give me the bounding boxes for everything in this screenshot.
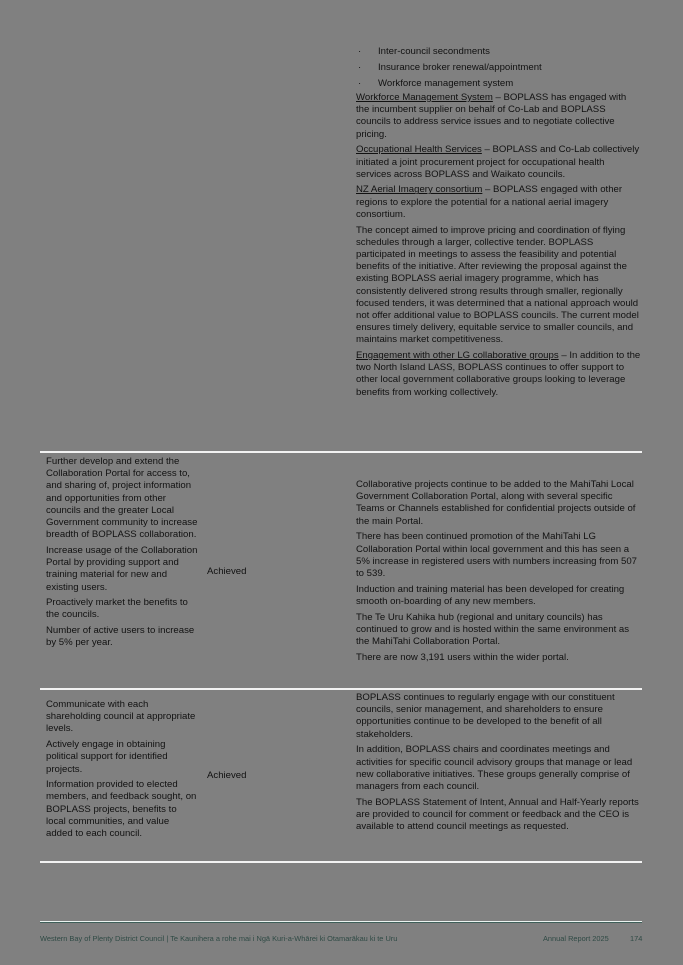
paragraph: Workforce Management System – BOPLASS has engaged with the incumbent supplier on behalf of Co-Lab and BOPLASS councils to address service issues and to negotiate collective pricing. (356, 92, 627, 140)
bullet-item: · Inter-council secondments (358, 45, 490, 57)
bullet-icon: · (358, 61, 362, 73)
paragraph: Engagement with other LG collaborative groups – In addition to the two North Island LASS, BOPLASS continues to offer support to other local government collaborative groups looking to leverage benefits from working collectively. (356, 350, 641, 398)
bullet-item: · Workforce management system (358, 77, 514, 89)
row1-commentary: Collaborative projects continue to be added to the MahiTahi Local Government Collaboration Portal, along with several specific Teams or Channels established for confidential projects outside of the main Portal. There has been continued promotion of the MahiTahi LG Collaboration Portal within local government and this has seen a 5% increase in registered users with numbers increasing from 507 to 539. Induction and training material has been developed for creating smooth on-boarding of any new members. The Te Uru Kahika hub (regional and unitary councils) has continued to grow and is hosted within the same environment as the MahiTahi Collaboration Portal. There are now 3,191 users within the wider portal. (356, 479, 638, 663)
footer-report-title: Annual Report 2025 (543, 934, 609, 943)
footer-council-name: Western Bay of Plenty District Council | Te Kaunihera a rohe mai i Ngā Kuri-a-Whārei ki Otamarākau ki te Uru (40, 934, 398, 943)
bullet-item: · Insurance broker renewal/appointment (358, 61, 542, 73)
row-divider (40, 451, 642, 453)
row2-objectives: Communicate with each shareholding council at appropriate levels. Actively engage in obtaining political support for identified projects. Information provided to elected members, and feedback sought, on BOPLASS projects, benefits to local communities, and value added to each council. (46, 699, 197, 840)
footer-rule (40, 921, 642, 923)
paragraph: Occupational Health Services – BOPLASS and Co-Lab collectively initiated a joint procurement project for occupational health services across BOPLASS and Waikato councils. (356, 144, 640, 180)
row-divider (40, 688, 642, 690)
row2-commentary: BOPLASS continues to regularly engage with our constituent councils, senior management, and shareholders to ensure opportunities continue to be developed to the benefit of all stakeholders. In addition, BOPLASS chairs and coordinates meetings and activities for specific council advisory groups that manage or lead new collaborative initiatives. These groups generally comprise of managers from each council. The BOPLASS Statement of Intent, Annual and Half-Yearly reports are provided to council for comment or feedback and the CEO is available to attend council meetings as requested. (356, 692, 639, 833)
commentary-top (356, 92, 641, 402)
paragraph: The concept aimed to improve pricing and coordination of flying schedules through a larger, collective tender. BOPLASS participated in meetings to assess the feasibility and potential benefits of the initiative. After reviewing the proposal against the existing BOPLASS aerial imagery programme, which has consistently delivered strong results through smaller, regionally focused tenders, it was determined that a national approach would not offer additional value to BOPLASS councils. The current model ensures timely delivery, equitable service to smaller councils, and maintains market competitiveness. (356, 224, 639, 346)
row1-objectives: Further develop and extend the Collaboration Portal for access to, and sharing of, project information and opportunities from other councils and the greater Local Government community to increase breadth of BOPLASS collaboration. Increase usage of the Collaboration Portal by providing support and training material for new and existing users. Proactively market the benefits to the councils. Number of active users to increase by 5% per year. (46, 456, 198, 649)
bullet-icon: · (358, 77, 362, 89)
row1-status: Achieved (207, 566, 247, 577)
paragraph: NZ Aerial Imagery consortium – BOPLASS engaged with other regions to explore the potential for a national aerial imagery consortium. (356, 184, 623, 220)
row2-status: Achieved (207, 770, 247, 781)
table-bottom-rule (40, 861, 642, 863)
bullet-icon: · (358, 45, 362, 57)
page-number: 174 (630, 934, 643, 943)
bullet-list (356, 44, 646, 92)
